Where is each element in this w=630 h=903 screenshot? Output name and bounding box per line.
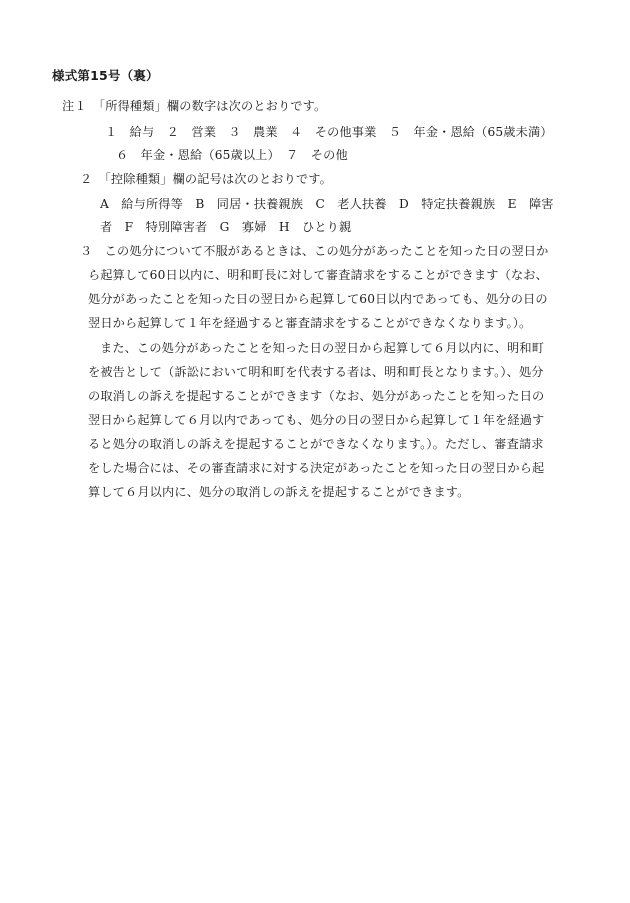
note3-paragraph2-line5: ると処分の取消しの訴えを提起することができなくなります。）。ただし、審査請求 bbox=[88, 437, 544, 451]
note3-paragraph1-line4: 翌日から起算して１年を経過すると審査請求をすることができなくなります。）。 bbox=[88, 316, 532, 330]
note2-deduction-types-line1: A 給与所得等 B 同居・扶養親族 C 老人扶養 D 特定扶養親族 E 障害 bbox=[100, 197, 554, 211]
note2-deduction-types-line2: 者 F 特別障害者 G 寡婦 H ひとり親 bbox=[100, 220, 352, 234]
note3-paragraph2-line1: また、この処分があったことを知った日の翌日から起算して６月以内に、明和町 bbox=[100, 341, 545, 355]
note1-income-types-line2: ６ 年金・恩給（65歳以上） ７ その他 bbox=[116, 148, 348, 162]
note3-paragraph2-line2: を被告として（訴訟において明和町を代表する者は、明和町長となります。）、処分 bbox=[88, 365, 544, 379]
note1-income-types-line1: １ 給与 ２ 営業 ３ 農業 ４ その他事業 ５ 年金・恩給（65歳未満） bbox=[105, 125, 553, 139]
note3-paragraph1-line1: ３ この処分について不服があるときは、この処分があったことを知った日の翌日か bbox=[80, 244, 549, 258]
note3-paragraph2-line3: の取消しの訴えを提起することができます（なお、処分があったことを知った日の bbox=[88, 389, 545, 403]
note1-heading: 注１ 「所得種類」欄の数字は次のとおりです。 bbox=[62, 99, 327, 113]
note2-heading: ２ 「控除種類」欄の記号は次のとおりです。 bbox=[80, 172, 333, 186]
form-title: 様式第15号（裏） bbox=[52, 68, 159, 83]
note3-paragraph2-line4: 翌日から起算して６月以内であっても、処分の日の翌日から起算して１年を経過す bbox=[88, 413, 545, 427]
note3-paragraph2-line6: をした場合には、その審査請求に対する決定があったことを知った日の翌日から起 bbox=[88, 461, 545, 475]
note3-paragraph1-line2: ら起算して60日以内に、明和町長に対して審査請求をすることができます（なお、 bbox=[88, 268, 548, 282]
note3-paragraph1-line3: 処分があったことを知った日の翌日から起算して60日以内であっても、処分の日の bbox=[88, 292, 548, 306]
note3-paragraph2-line7: 算して６月以内に、処分の取消しの訴えを提起することができます。 bbox=[88, 485, 470, 499]
